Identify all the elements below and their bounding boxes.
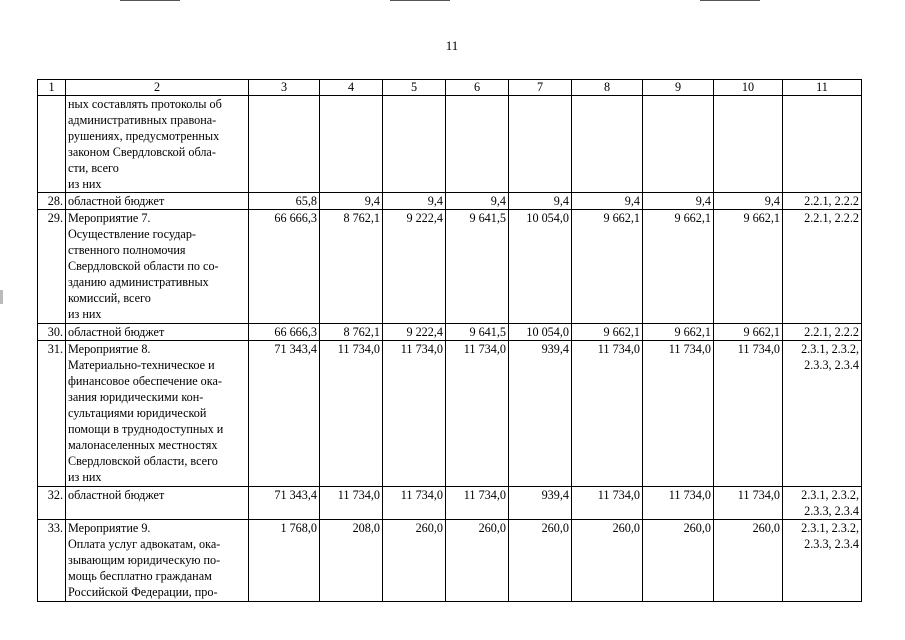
table-row [38,341,862,487]
table-row [38,324,862,341]
column-header: 2 [66,80,249,96]
value-cell: 9 662,1 [714,324,783,341]
value-cell: 9,4 [446,193,509,210]
value-cell: 260,0 [509,520,572,602]
row-number: 30. [38,324,66,341]
reference-cell: 2.3.1, 2.3.2, 2.3.3, 2.3.4 [783,487,862,520]
scan-edge-mark [700,0,760,1]
value-cell: 71 343,4 [249,341,320,487]
row-description: Мероприятие 7. Осуществление государ- ственного полномочия Свердловской области по со- зданию административных комиссий, всего из них [66,210,249,324]
value-cell: 260,0 [643,520,714,602]
value-cell: 9,4 [643,193,714,210]
table-row [38,520,862,602]
column-header: 9 [643,80,714,96]
value-cell [320,96,383,193]
column-header: 6 [446,80,509,96]
table-row [38,96,862,193]
budget-table [37,79,862,602]
row-description: областной бюджет [66,193,249,210]
value-cell: 9,4 [509,193,572,210]
value-cell: 11 734,0 [643,487,714,520]
value-cell: 9 641,5 [446,210,509,324]
row-number: 32. [38,487,66,520]
row-number: 33. [38,520,66,602]
value-cell: 65,8 [249,193,320,210]
reference-cell [783,96,862,193]
value-cell: 9 662,1 [714,210,783,324]
column-header: 7 [509,80,572,96]
value-cell: 9,4 [714,193,783,210]
value-cell [249,96,320,193]
value-cell: 66 666,3 [249,324,320,341]
value-cell: 11 734,0 [643,341,714,487]
value-cell: 10 054,0 [509,210,572,324]
scan-edge-mark [0,290,3,304]
value-cell: 9 662,1 [643,210,714,324]
row-number: 31. [38,341,66,487]
row-number [38,96,66,193]
value-cell: 11 734,0 [714,341,783,487]
reference-cell: 2.3.1, 2.3.2, 2.3.3, 2.3.4 [783,520,862,602]
value-cell: 10 054,0 [509,324,572,341]
value-cell: 11 734,0 [572,487,643,520]
value-cell: 9 662,1 [643,324,714,341]
value-cell: 260,0 [446,520,509,602]
value-cell: 11 734,0 [383,487,446,520]
value-cell: 939,4 [509,487,572,520]
page-number: 11 [445,38,459,53]
value-cell: 11 734,0 [320,341,383,487]
column-header: 11 [783,80,862,96]
value-cell: 66 666,3 [249,210,320,324]
table-row [38,210,862,324]
row-description: областной бюджет [66,324,249,341]
value-cell: 208,0 [320,520,383,602]
row-number: 28. [38,193,66,210]
row-description: Мероприятие 9. Оплата услуг адвокатам, ока- зывающим юридическую по- мощь бесплатно гражданам Российской Федерации, про- [66,520,249,602]
scan-edge-mark [390,0,450,1]
value-cell: 9,4 [572,193,643,210]
row-description: областной бюджет [66,487,249,520]
reference-cell: 2.2.1, 2.2.2 [783,193,862,210]
value-cell: 8 762,1 [320,210,383,324]
value-cell: 9 222,4 [383,210,446,324]
value-cell [572,96,643,193]
reference-cell: 2.2.1, 2.2.2 [783,210,862,324]
value-cell [643,96,714,193]
value-cell [446,96,509,193]
value-cell: 9 662,1 [572,210,643,324]
column-header: 8 [572,80,643,96]
value-cell: 11 734,0 [446,487,509,520]
column-header: 5 [383,80,446,96]
value-cell: 71 343,4 [249,487,320,520]
value-cell: 1 768,0 [249,520,320,602]
value-cell: 260,0 [714,520,783,602]
value-cell: 9 222,4 [383,324,446,341]
value-cell: 11 734,0 [320,487,383,520]
value-cell: 9 641,5 [446,324,509,341]
value-cell [509,96,572,193]
value-cell: 939,4 [509,341,572,487]
table-header-row [38,80,862,96]
table-row [38,193,862,210]
value-cell: 11 734,0 [714,487,783,520]
column-header: 1 [38,80,66,96]
table-row [38,487,862,520]
value-cell: 9,4 [320,193,383,210]
column-header: 10 [714,80,783,96]
column-header: 4 [320,80,383,96]
value-cell: 260,0 [572,520,643,602]
value-cell [714,96,783,193]
value-cell: 11 734,0 [572,341,643,487]
reference-cell: 2.2.1, 2.2.2 [783,324,862,341]
value-cell: 8 762,1 [320,324,383,341]
row-description: ных составлять протоколы об административных правона- рушениях, предусмотренных законом Свердловской обла- сти, всего из них [66,96,249,193]
column-header: 3 [249,80,320,96]
value-cell: 11 734,0 [383,341,446,487]
value-cell: 9,4 [383,193,446,210]
value-cell: 11 734,0 [446,341,509,487]
value-cell: 260,0 [383,520,446,602]
scan-edge-mark [120,0,180,1]
row-number: 29. [38,210,66,324]
value-cell [383,96,446,193]
row-description: Мероприятие 8. Материально-техническое и финансовое обеспечение ока- зания юридическими кон- сультациями юридической помощи в труднодоступных и малонаселенных местностях Свердловской области, всего из них [66,341,249,487]
value-cell: 9 662,1 [572,324,643,341]
reference-cell: 2.3.1, 2.3.2, 2.3.3, 2.3.4 [783,341,862,487]
